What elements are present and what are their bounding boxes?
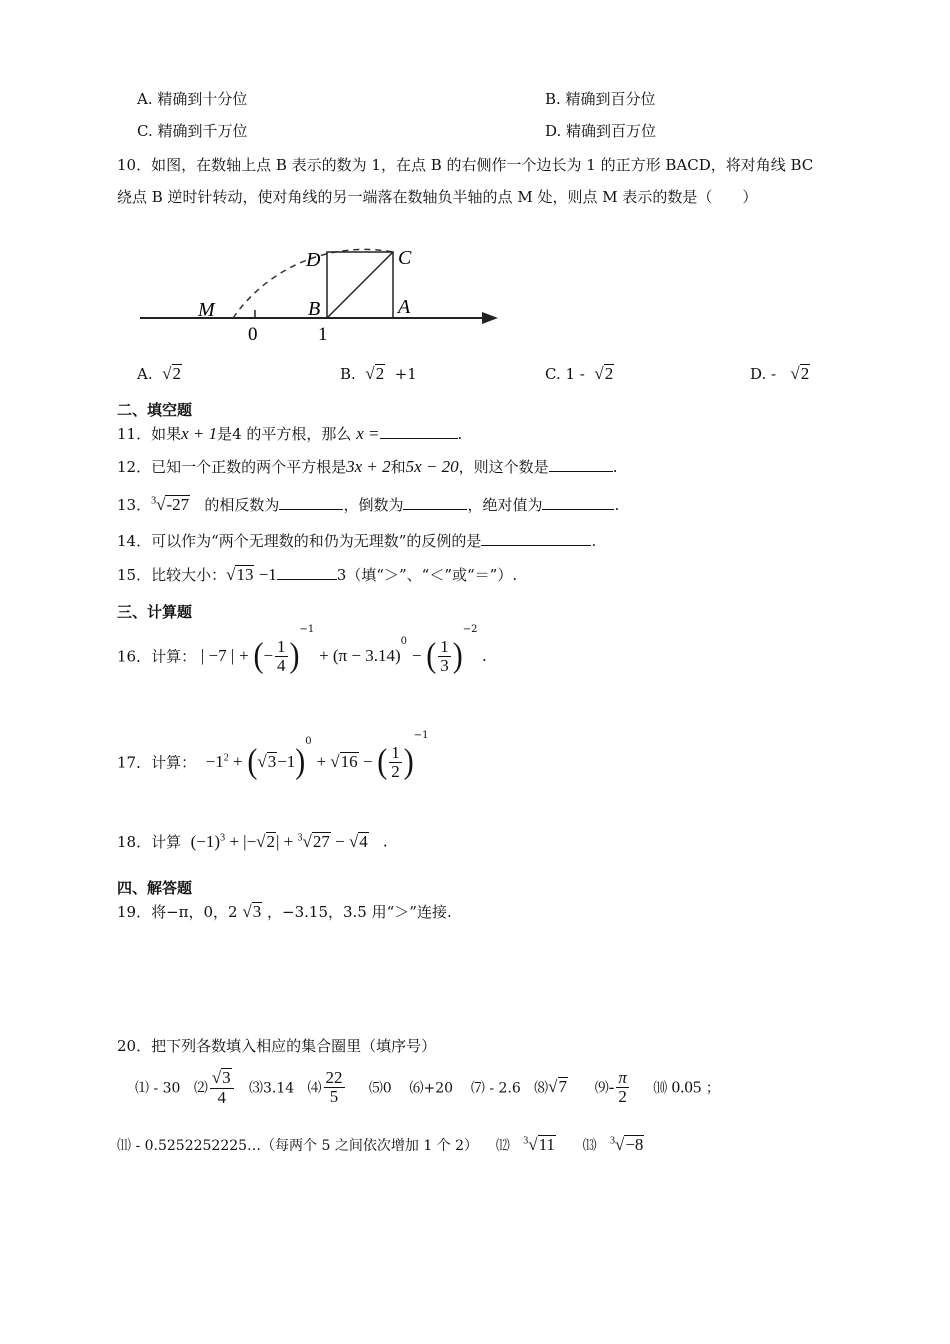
q10-option-d: D. - √2 bbox=[750, 364, 810, 383]
q18: 18．计算 $(-1)^3 + |-√2| + ^3√27 - √4$ . bbox=[117, 831, 388, 851]
q20-items-row2: ⑾ - 0.5252252225…（每两个 5 之间依次增加 1 个 2） ⑿ $^3$√11 ⒀ $^3$√−8 bbox=[117, 1135, 644, 1154]
q20-items-row1: ⑴ - 30 ⑵ $\frac{√3}{4}$ ⑶3.14 ⑷ $\frac{22}{5}$ ⑸0 ⑹+20 ⑺ - 2.6 ⑻√7 ⑼- $\frac{\pi}{2}$ ⑽ 0.05 ； bbox=[135, 1067, 720, 1107]
label-one: 1 bbox=[318, 324, 328, 345]
q15-answer-blank[interactable] bbox=[277, 563, 337, 580]
number-line-figure bbox=[130, 220, 510, 350]
axis-arrow bbox=[482, 312, 498, 324]
q13-reciprocal-blank[interactable] bbox=[403, 493, 467, 510]
section-calculation-heading: 三、计算题 bbox=[117, 603, 193, 621]
section-answer-heading: 四、解答题 bbox=[117, 879, 193, 897]
q16: 16．计算： | −7 | + (− $\frac{1}{4}$ )$^{-1} + (\pi - 3.14)^0$ − ( $\frac{1}{3}$ )$^{-2}$ . bbox=[117, 624, 487, 675]
q9-option-c: C. 精确到千万位 bbox=[137, 122, 248, 140]
q10-option-b: B. √2 +1 bbox=[340, 364, 417, 383]
q10-line1: 10．如图，在数轴上点 B 表示的数为 1，在点 B 的右侧作一个边长为 1 的正方形 BACD，将对角线 BC bbox=[117, 156, 814, 174]
q9-option-b: B. 精确到百分位 bbox=[545, 90, 656, 108]
q12-answer-blank[interactable] bbox=[549, 455, 613, 472]
q9-option-a: A. 精确到十分位 bbox=[137, 90, 248, 108]
q13-absolute-blank[interactable] bbox=[542, 493, 614, 510]
label-d: D bbox=[306, 249, 321, 271]
q10-option-c: C. 1 - √2 bbox=[545, 364, 614, 383]
label-b: B bbox=[308, 298, 321, 320]
q20-title: 20．把下列各数填入相应的集合圈里（填序号） bbox=[117, 1037, 437, 1055]
q14: 14．可以作为“两个无理数的和仍为无理数”的反例的是 . bbox=[117, 529, 596, 551]
label-zero: 0 bbox=[248, 324, 258, 345]
section-fill-in-heading: 二、填空题 bbox=[117, 401, 193, 419]
q10-option-a: A. √2 bbox=[137, 364, 181, 383]
q14-answer-blank[interactable] bbox=[481, 529, 591, 546]
q17: 17．计算： $-1^2 + (√3-1)^0 + √16$ − ( $\frac{1}{2}$ )$^{-1}$ bbox=[117, 730, 429, 781]
q19: 19．将−π，0，2 √3 ，−3.15，3.5 用“＞”连接. bbox=[117, 902, 452, 921]
q11-answer-blank[interactable] bbox=[380, 422, 458, 439]
q13: 13．$^3$√-27 的相反数为 ，倒数为 ，绝对值为 . bbox=[117, 495, 620, 514]
q10-line2: 绕点 B 逆时针转动，使对角线的另一端落在数轴负半轴的点 M 处，则点 M 表示的数是（ ） bbox=[117, 188, 758, 206]
label-a: A bbox=[398, 296, 411, 318]
label-m: M bbox=[198, 299, 215, 321]
label-c: C bbox=[398, 247, 412, 269]
q11: 11．如果x + 1是4 的平方根，那么 x = . bbox=[117, 424, 463, 443]
q12: 12．已知一个正数的两个平方根是3x + 2和5x − 20，则这个数是 . bbox=[117, 457, 618, 476]
diagonal-bc bbox=[327, 252, 393, 318]
q13-opposite-blank[interactable] bbox=[279, 493, 343, 510]
q9-option-d: D. 精确到百万位 bbox=[545, 122, 657, 140]
q15: 15．比较大小：√13 −1 3（填“＞”、“＜”或“＝”）. bbox=[117, 565, 518, 584]
